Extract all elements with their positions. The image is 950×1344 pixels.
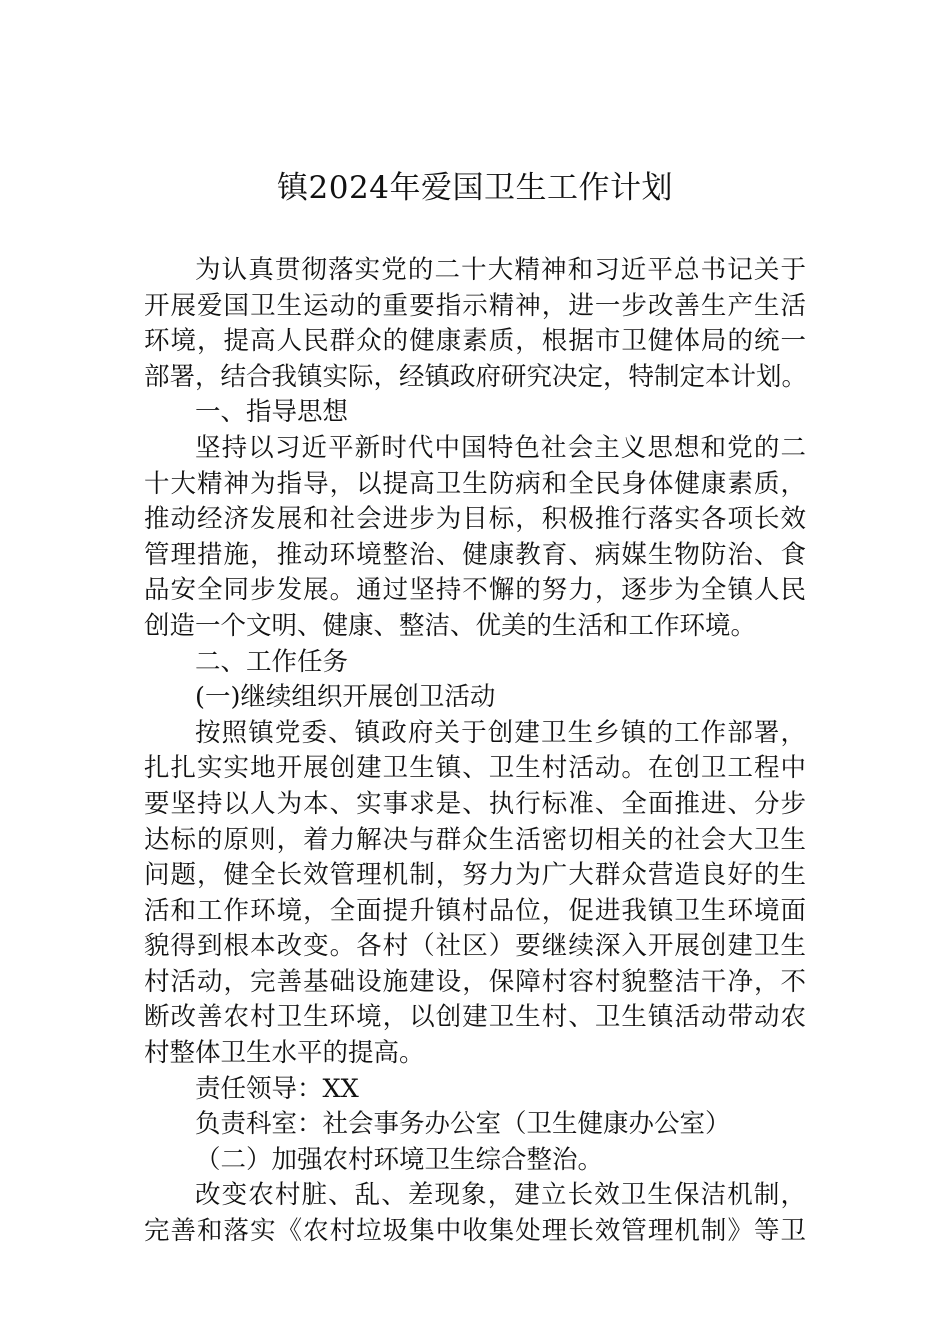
paragraph-line: 创造一个文明、健康、整洁、优美的生活和工作环境。	[144, 610, 757, 641]
paragraph-line: 按照镇党委、镇政府关于创建卫生乡镇的工作部署，	[195, 717, 806, 748]
paragraph-line: 要坚持以人为本、实事求是、执行标准、全面推进、分步	[144, 788, 806, 819]
responsible-office: 负责科室：社会事务办公室（卫生健康办公室）	[195, 1109, 731, 1140]
paragraph-line: 扎扎实实地开展创建卫生镇、卫生村活动。在创卫工程中	[144, 753, 806, 784]
paragraph-line: 坚持以习近平新时代中国特色社会主义思想和党的二	[195, 432, 806, 463]
section-heading: 一、指导思想	[195, 397, 349, 428]
paragraph-line: 问题，健全长效管理机制，努力为广大群众营造良好的生	[144, 860, 806, 891]
paragraph-line: 开展爱国卫生运动的重要指示精神，进一步改善生产生活	[144, 290, 806, 321]
paragraph-line: 品安全同步发展。通过坚持不懈的努力，逐步为全镇人民	[144, 575, 806, 606]
paragraph-line: 活和工作环境，全面提升镇村品位，促进我镇卫生环境面	[144, 895, 806, 926]
paragraph-line: 村整体卫生水平的提高。	[144, 1038, 425, 1069]
document-title: 镇2024年爱国卫生工作计划	[277, 170, 673, 206]
document-body	[144, 253, 806, 1250]
paragraph-line: 完善和落实《农村垃圾集中收集处理长效管理机制》等卫	[144, 1216, 806, 1247]
paragraph-line: 断改善农村卫生环境，以创建卫生村、卫生镇活动带动农	[144, 1002, 806, 1033]
subsection-heading: （二）加强农村环境卫生综合整治。	[195, 1144, 604, 1175]
paragraph-line: 十大精神为指导，以提高卫生防病和全民身体健康素质，	[144, 468, 806, 499]
paragraph-line: 环境，提高人民群众的健康素质，根据市卫健体局的统一	[144, 326, 806, 357]
paragraph-line: 为认真贯彻落实党的二十大精神和习近平总书记关于	[195, 255, 806, 285]
responsible-leader: 责任领导：XX	[195, 1073, 359, 1104]
section-heading: 二、工作任务	[195, 646, 349, 677]
paragraph-line: 貌得到根本改变。各村（社区）要继续深入开展创建卫生	[144, 931, 806, 962]
subsection-heading: (一)继续组织开展创卫活动	[195, 682, 496, 713]
paragraph-line: 村活动，完善基础设施建设，保障村容村貌整洁干净，不	[144, 966, 806, 997]
paragraph-line: 管理措施，推动环境整治、健康教育、病媒生物防治、食	[144, 539, 806, 570]
paragraph-line: 达标的原则，着力解决与群众生活密切相关的社会大卫生	[144, 824, 806, 855]
paragraph-line: 改变农村脏、乱、差现象，建立长效卫生保洁机制，	[195, 1180, 806, 1211]
paragraph-line: 推动经济发展和社会进步为目标，积极推行落实各项长效	[144, 504, 806, 535]
paragraph-line: 部署，结合我镇实际，经镇政府研究决定，特制定本计划。	[144, 361, 808, 392]
